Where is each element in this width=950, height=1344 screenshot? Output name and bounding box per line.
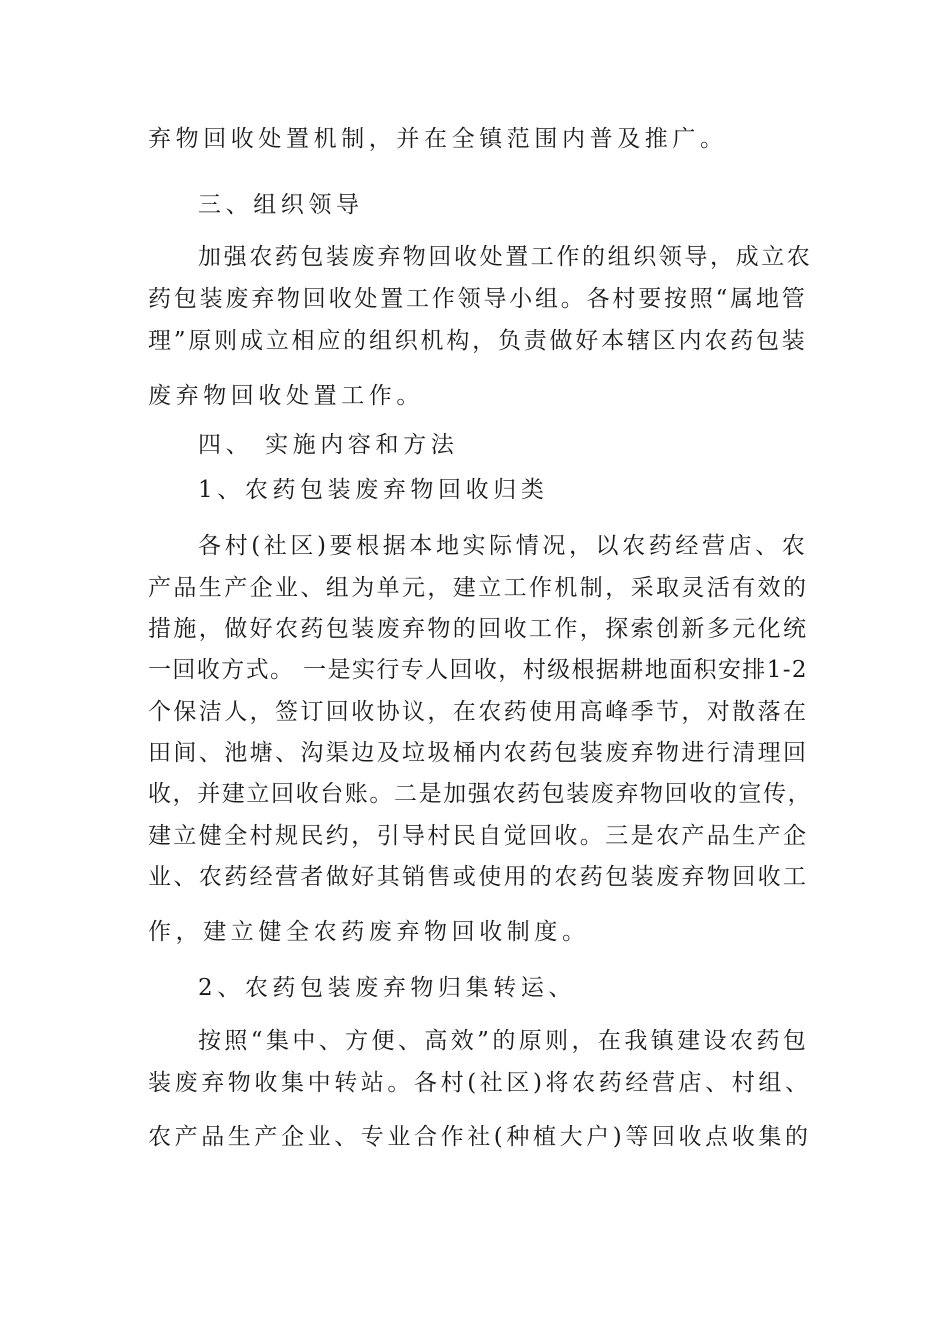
paragraph-line: 废弃物回收处置工作。 [148,383,424,409]
paragraph-line: 建立健全村规民约，引导村民自觉回收。三是农产品生产企 [148,823,809,849]
paragraph-line: 一回收方式。 一是实行专人回收，村级根据耕地面积安排1-2 [148,657,808,683]
paragraph-line: 加强农药包装废弃物回收处置工作的组织领导，成立农 [198,244,813,270]
subsection-heading: 2、农药包装废弃物归集转运、 [198,975,577,1001]
paragraph-line: 作，建立健全农药废弃物回收制度。 [148,919,590,945]
paragraph-line: 按照“集中、方便、高效”的原则，在我镇建设农药包 [198,1028,810,1054]
paragraph-line: 理”原则成立相应的组织机构，负责做好本辖区内农药包装 [148,328,808,354]
subsection-heading: 1、农药包装废弃物回收归类 [198,477,549,503]
paragraph-line: 田间、池塘、沟渠边及垃圾桶内农药包装废弃物进行清理回 [148,740,809,766]
paragraph-line: 各村(社区)要根据本地实际情况，以农药经营店、农 [198,533,809,559]
paragraph-line: 个保洁人，签订回收协议，在农药使用高峰季节，对散落在 [148,699,809,725]
paragraph-line: 农产品生产企业、专业合作社(种植大户)等回收点收集的 [148,1124,812,1150]
paragraph-line: 业、农药经营者做好其销售或使用的农药包装废弃物回收工 [148,864,809,890]
paragraph-line: 产品生产企业、组为单元，建立工作机制，采取灵活有效的 [148,575,809,601]
section-heading: 四、 实施内容和方法 [198,432,459,458]
paragraph-line: 装废弃物收集中转站。各村(社区)将农药经营店、村组、 [148,1070,812,1096]
section-heading: 三、组织领导 [198,192,364,218]
paragraph-line: 药包装废弃物回收处置工作领导小组。各村要按照“属地管 [148,286,808,312]
paragraph-line: 收，并建立回收台账。二是加强农药包装废弃物回收的宣传， [148,781,813,807]
paragraph-line: 弃物回收处置机制，并在全镇范围内普及推广。 [148,126,728,152]
paragraph-line: 措施，做好农药包装废弃物的回收工作，探索创新多元化统 [148,616,809,642]
